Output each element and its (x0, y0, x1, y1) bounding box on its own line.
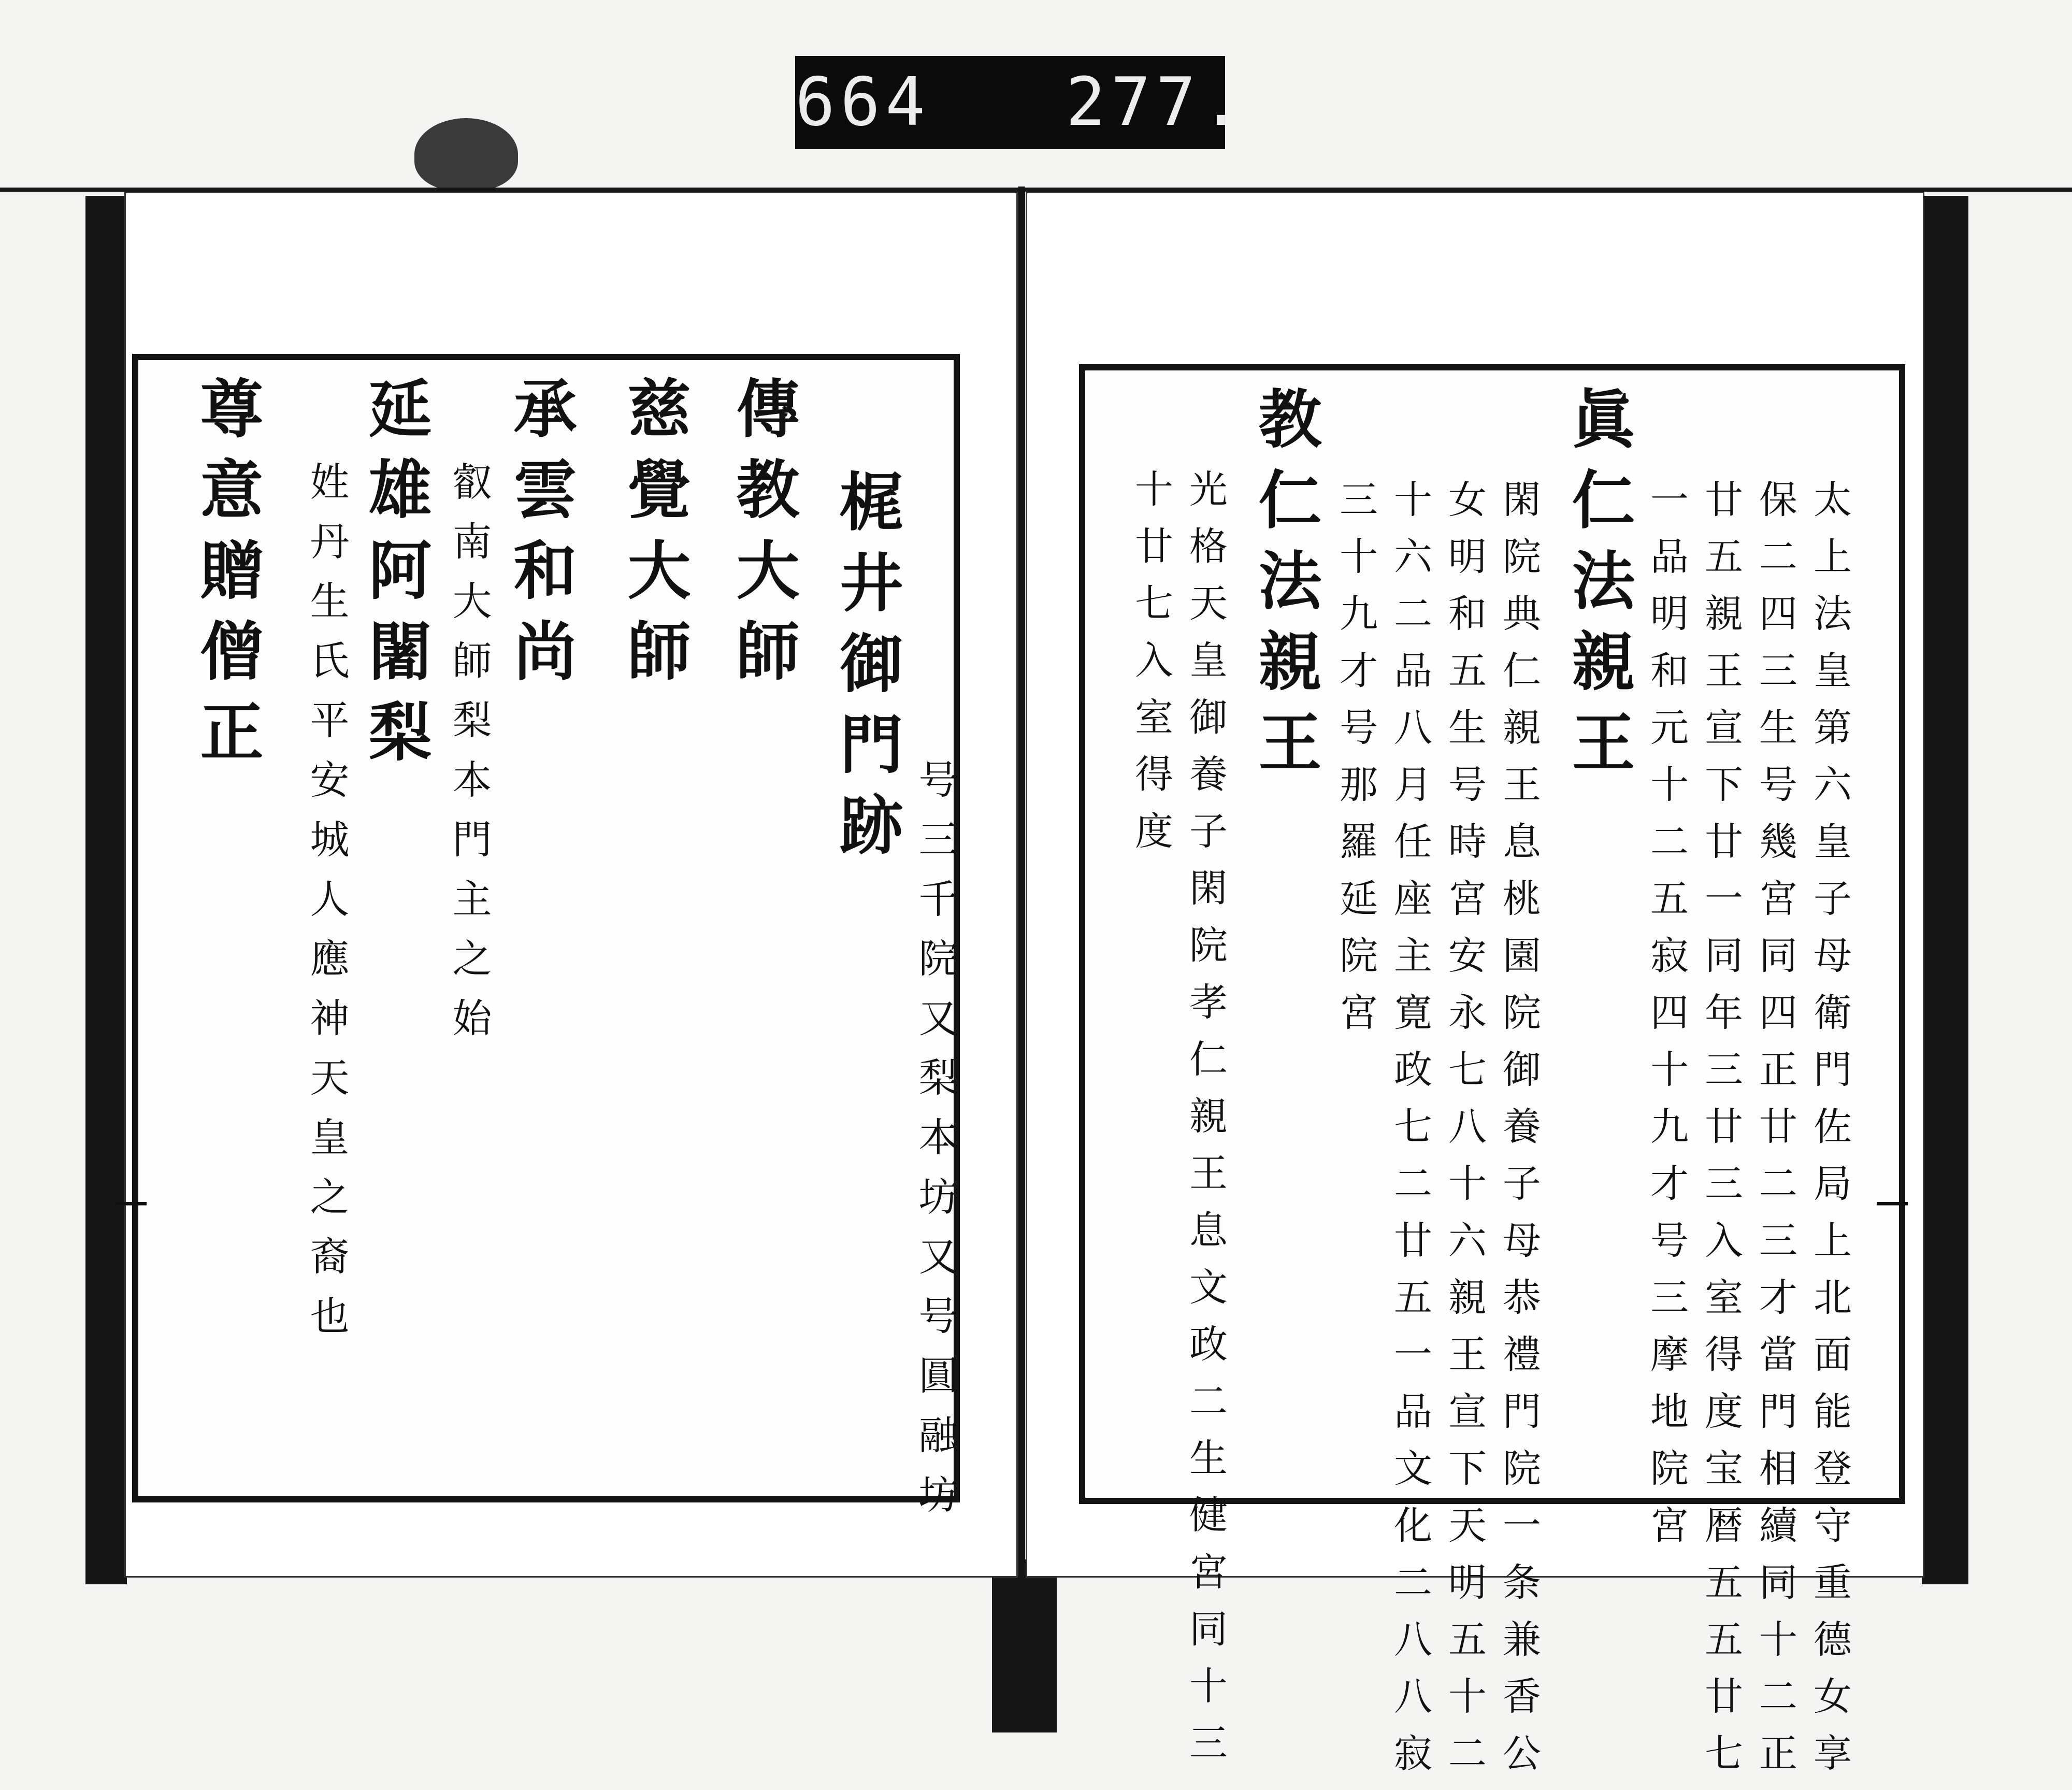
right-column-7: 女明和五生号時宮安永七八十六親王宣下天明五十二 (1442, 479, 1487, 1790)
left-column-2: 号三千院又梨本坊又号圓融坊 (912, 759, 958, 1534)
left-book-edge (85, 196, 127, 1584)
paper-scrap (414, 118, 518, 191)
right-column-1: 太上法皇第六皇子母衛門佐局上北面能登守重德女享 (1807, 479, 1852, 1790)
left-page-frame (132, 354, 960, 1534)
scan-label-right-number: 277. (1066, 64, 1246, 141)
scan-label-left-number: 664 (795, 64, 931, 141)
left-column-1: 梶井御門跡 (829, 469, 904, 873)
right-page-frame (1079, 364, 1905, 1790)
right-column-4: 一品明和元十二五寂四十九才号三摩地院宮 (1644, 479, 1689, 1562)
right-column-6: 閑院典仁親王息桃園院御養子母恭禮門院一条兼香公 (1497, 479, 1541, 1790)
right-column-2: 保二四三生号幾宮同四正廿二三才當門相續同十二正 (1753, 479, 1797, 1790)
right-book-edge (1922, 196, 1968, 1584)
left-column-5: 承雲和尚 (503, 376, 578, 699)
left-column-8: 姓丹生氏平安城人應神天皇之裔也 (304, 461, 350, 1355)
spine-line (1018, 187, 1025, 1575)
right-column-8: 十六二品八月任座主寛政七二廿五一品文化二八八寂 (1388, 479, 1432, 1790)
right-column-11: 光格天皇御養子閑院孝仁親王息文政二生健宮同十三 (1183, 469, 1228, 1780)
left-column-3: 傳教大師 (726, 376, 800, 699)
right-page (1026, 192, 1924, 1790)
spine-bottom-block (992, 1559, 1057, 1732)
left-column-7: 延雄阿闍梨 (358, 376, 433, 780)
right-column-3: 廿五親王宣下廿一同年三廿三入室得度宝暦五五廿七 (1699, 479, 1743, 1790)
left-column-4: 慈覺大師 (617, 376, 692, 699)
top-horizon-line (0, 188, 2072, 192)
left-page (116, 192, 1018, 1578)
left-column-9: 尊意贈僧正 (190, 376, 264, 780)
right-margin-mark: ⎯ (1877, 1162, 1908, 1234)
right-column-12: 十廿七入室得度 (1129, 469, 1173, 868)
left-column-6: 叡南大師梨本門主之始 (446, 461, 492, 1057)
right-column-9: 三十九才号那羅延院宮 (1333, 479, 1378, 1049)
left-margin-mark: ⎯ (116, 1162, 147, 1234)
right-column-10: 教仁法親王 (1248, 386, 1322, 790)
right-column-5: 眞仁法親王 (1561, 386, 1636, 790)
scan-label (795, 56, 1246, 149)
